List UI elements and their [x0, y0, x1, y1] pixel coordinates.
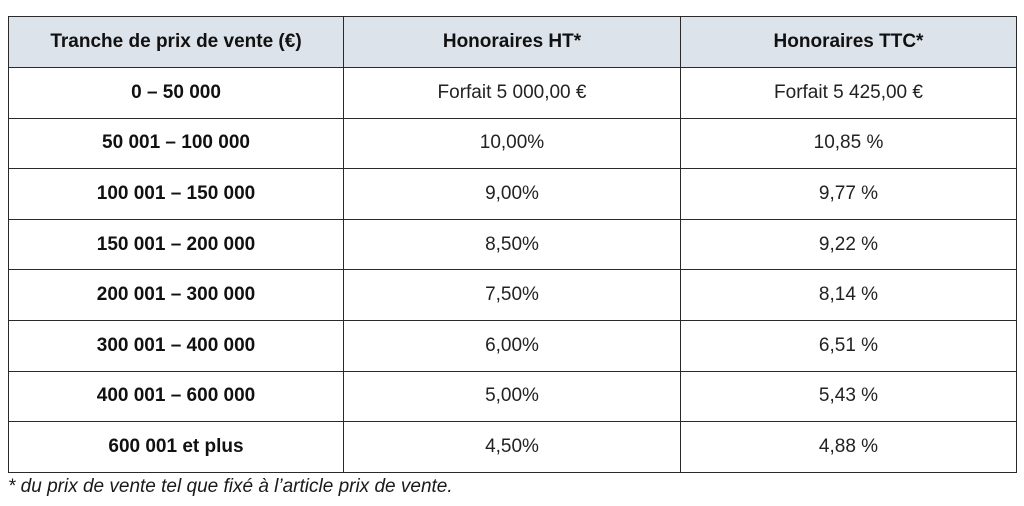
price-range-cell: 600 001 et plus	[9, 422, 344, 473]
footnote: * du prix de vente tel que fixé à l’article prix de vente.	[8, 476, 453, 497]
price-range-cell: 300 001 – 400 000	[9, 320, 344, 371]
fee-ht-cell: 10,00%	[344, 118, 681, 169]
table-row	[9, 371, 1017, 422]
fee-ht-cell: 4,50%	[344, 422, 681, 473]
fee-ttc-cell: 4,88 %	[681, 422, 1017, 473]
price-range-cell: 400 001 – 600 000	[9, 371, 344, 422]
fee-ttc-cell: 10,85 %	[681, 118, 1017, 169]
fee-ttc-cell: 9,77 %	[681, 169, 1017, 220]
fee-ht-cell: Forfait 5 000,00 €	[344, 68, 681, 119]
table-row	[9, 118, 1017, 169]
fee-ttc-cell: 8,14 %	[681, 270, 1017, 321]
fee-table	[8, 16, 1017, 473]
fee-ttc-cell: Forfait 5 425,00 €	[681, 68, 1017, 119]
header-fees-ttc: Honoraires TTC*	[681, 17, 1017, 68]
header-row	[9, 17, 1017, 68]
fee-ht-cell: 9,00%	[344, 169, 681, 220]
table-row	[9, 169, 1017, 220]
fee-ht-cell: 6,00%	[344, 320, 681, 371]
table-row	[9, 270, 1017, 321]
price-range-cell: 150 001 – 200 000	[9, 219, 344, 270]
table-row	[9, 219, 1017, 270]
price-range-cell: 50 001 – 100 000	[9, 118, 344, 169]
fee-ht-cell: 8,50%	[344, 219, 681, 270]
fee-ht-cell: 5,00%	[344, 371, 681, 422]
fee-table-container	[8, 16, 1016, 473]
header-fees-ht: Honoraires HT*	[344, 17, 681, 68]
price-range-cell: 200 001 – 300 000	[9, 270, 344, 321]
table-row	[9, 320, 1017, 371]
header-price-range: Tranche de prix de vente (€)	[9, 17, 344, 68]
fee-table-header	[9, 17, 1017, 68]
price-range-cell: 100 001 – 150 000	[9, 169, 344, 220]
fee-ht-cell: 7,50%	[344, 270, 681, 321]
price-range-cell: 0 – 50 000	[9, 68, 344, 119]
table-row	[9, 68, 1017, 119]
fee-table-body	[9, 68, 1017, 473]
fee-ttc-cell: 5,43 %	[681, 371, 1017, 422]
table-row	[9, 422, 1017, 473]
fee-ttc-cell: 6,51 %	[681, 320, 1017, 371]
fee-ttc-cell: 9,22 %	[681, 219, 1017, 270]
